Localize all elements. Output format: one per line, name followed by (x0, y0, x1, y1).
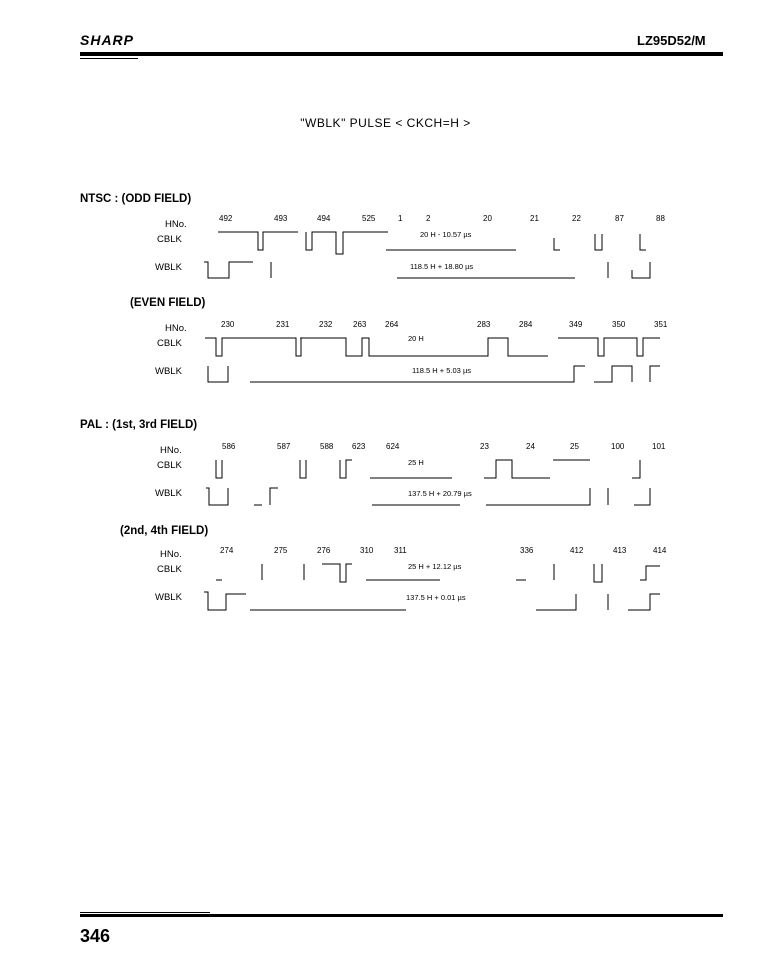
cblk-duration-note: 25 H + 12.12 µs (408, 562, 462, 571)
footer-rule (80, 914, 723, 917)
hno-value: 492 (219, 214, 233, 223)
hno-value: 283 (477, 320, 491, 329)
hno-value: 412 (570, 546, 584, 555)
hno-value: 311 (394, 546, 407, 555)
hno-label: HNo. (160, 549, 182, 560)
hno-value: 274 (220, 546, 234, 555)
hno-value: 587 (277, 442, 291, 451)
hno-value: 310 (360, 546, 374, 555)
hno-value: 586 (222, 442, 236, 451)
cblk-waveform-ntsc-even (205, 338, 660, 356)
hno-value: 230 (221, 320, 235, 329)
hno-value: 100 (611, 442, 625, 451)
hno-value: 414 (653, 546, 667, 555)
wblk-waveform-ntsc-even (208, 366, 660, 382)
brand-logo: SHARP (80, 32, 135, 48)
hno-value: 21 (530, 214, 539, 223)
hno-value: 336 (520, 546, 534, 555)
wblk-label: WBLK (155, 262, 182, 273)
hno-value: 101 (652, 442, 666, 451)
hno-value: 275 (274, 546, 288, 555)
wblk-duration-note: 118.5 H + 18.80 µs (410, 262, 474, 271)
hno-label: HNo. (165, 323, 187, 334)
hno-label: HNo. (160, 445, 182, 456)
cblk-label: CBLK (157, 234, 182, 245)
cblk-label: CBLK (157, 460, 182, 471)
hno-value: 350 (612, 320, 626, 329)
cblk-label: CBLK (157, 564, 182, 575)
hno-value: 276 (317, 546, 331, 555)
hno-value: 1 (398, 214, 403, 223)
page-title: "WBLK" PULSE < CKCH=H > (300, 116, 471, 130)
hno-label: HNo. (165, 219, 187, 230)
cblk-label: CBLK (157, 338, 182, 349)
cblk-waveform-pal-2nd-4th (216, 564, 660, 582)
wblk-waveform-pal-1st-3rd (206, 488, 650, 505)
section-heading-pal-2nd-4th: (2nd, 4th FIELD) (120, 525, 209, 537)
hno-value: 623 (352, 442, 366, 451)
hno-value: 231 (276, 320, 290, 329)
hno-value: 413 (613, 546, 627, 555)
wblk-waveform-ntsc-odd (204, 262, 650, 278)
wblk-label: WBLK (155, 366, 182, 377)
hno-value: 87 (615, 214, 624, 223)
section-heading-ntsc-odd: NTSC : (ODD FIELD) (80, 193, 192, 205)
cblk-waveform-pal-1st-3rd (216, 460, 640, 478)
hno-value: 20 (483, 214, 492, 223)
hno-value: 588 (320, 442, 334, 451)
hno-value: 525 (362, 214, 376, 223)
wblk-duration-note: 137.5 H + 20.79 µs (408, 489, 472, 498)
page-number: 346 (80, 926, 111, 946)
section-heading-ntsc-even: (EVEN FIELD) (130, 297, 206, 309)
footer-rule-accent (80, 912, 210, 913)
hno-value: 494 (317, 214, 331, 223)
cblk-duration-note: 20 H (408, 334, 424, 343)
wblk-label: WBLK (155, 488, 182, 499)
hno-value: 284 (519, 320, 533, 329)
hno-value: 232 (319, 320, 333, 329)
hno-value: 23 (480, 442, 489, 451)
hno-value: 2 (426, 214, 431, 223)
cblk-duration-note: 25 H (408, 458, 424, 467)
hno-value: 22 (572, 214, 581, 223)
hno-value: 349 (569, 320, 583, 329)
hno-value: 351 (654, 320, 668, 329)
wblk-label: WBLK (155, 592, 182, 603)
wblk-waveform-pal-2nd-4th (204, 592, 660, 610)
section-heading-pal-1st-3rd: PAL : (1st, 3rd FIELD) (80, 419, 198, 431)
hno-value: 24 (526, 442, 535, 451)
cblk-waveform-ntsc-odd (218, 232, 646, 254)
wblk-duration-note: 118.5 H + 5.03 µs (412, 366, 472, 375)
hno-value: 264 (385, 320, 399, 329)
part-number: LZ95D52/M (637, 33, 706, 48)
cblk-duration-note: 20 H - 10.57 µs (420, 230, 472, 239)
wblk-duration-note: 137.5 H + 0.01 µs (406, 593, 466, 602)
hno-value: 493 (274, 214, 288, 223)
hno-value: 624 (386, 442, 400, 451)
hno-value: 25 (570, 442, 579, 451)
hno-value: 88 (656, 214, 665, 223)
hno-value: 263 (353, 320, 367, 329)
